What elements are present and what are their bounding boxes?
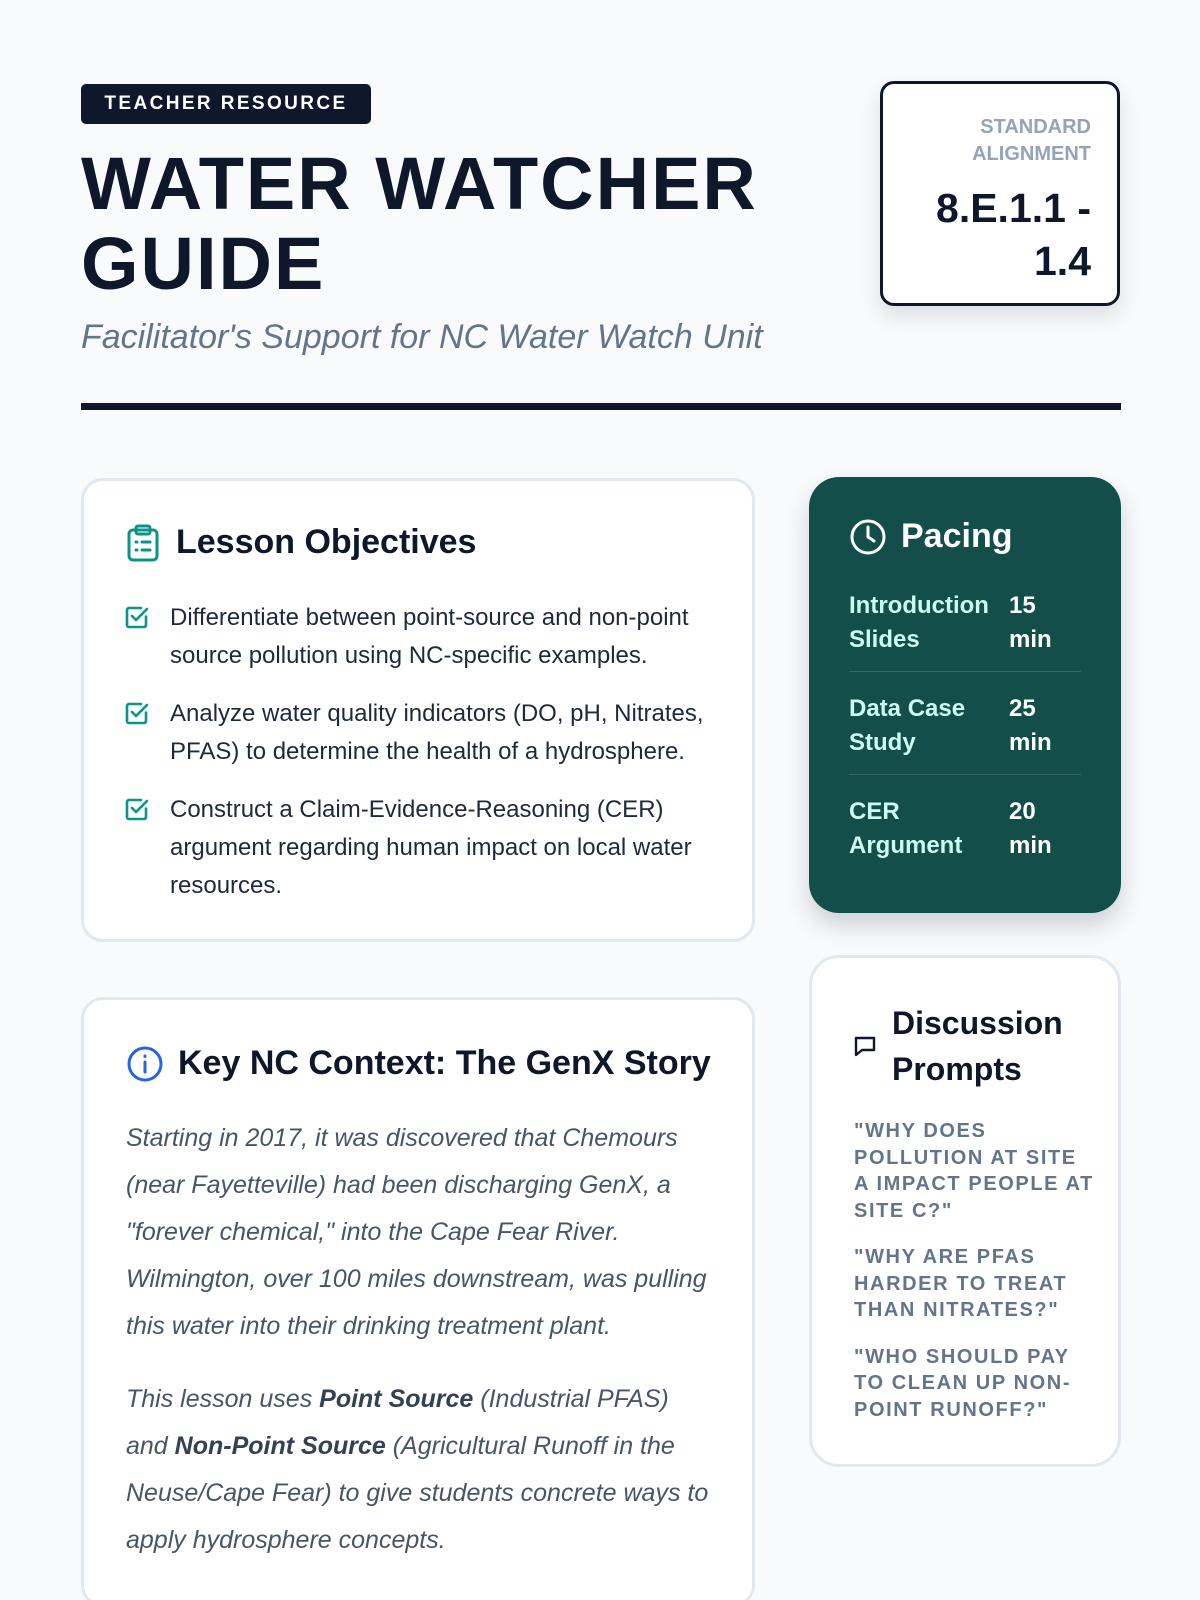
objective-item (124, 599, 724, 675)
pacing-header (849, 517, 1012, 556)
context-paragraph-2 (126, 1376, 716, 1564)
pacing-row (849, 589, 1081, 672)
lesson-objectives-card (81, 478, 755, 942)
lesson-objectives-header (126, 523, 476, 562)
pacing-title: Pacing (901, 517, 1013, 555)
nc-context-body (126, 1115, 716, 1590)
info-icon (126, 1045, 164, 1083)
context-text: (Agricultural Runoff in the Neuse/Cape Fear) to give students concrete ways to apply hydrosphere concepts. (126, 1432, 709, 1554)
teacher-resource-badge: TEACHER RESOURCE (81, 84, 371, 124)
objective-text: Construct a Claim-Evidence-Reasoning (CER) argument regarding human impact on local water resources. (170, 796, 692, 899)
standard-alignment-value: 8.E.1.1 - 1.4 (936, 185, 1091, 284)
nc-context-card (81, 997, 755, 1600)
objective-item (124, 695, 724, 771)
context-text: This lesson uses (126, 1385, 320, 1413)
chat-bubble-icon (852, 1033, 878, 1059)
lesson-objectives-title: Lesson Objectives (176, 523, 477, 561)
nc-context-header (126, 1044, 711, 1083)
pacing-time: 20 min (1009, 798, 1052, 859)
discussion-header (852, 1000, 1082, 1092)
discussion-prompt: "WHY ARE PFAS HARDER TO TREAT THAN NITRATES?" (854, 1246, 1068, 1321)
standard-alignment-label: STANDARD ALIGNMENT (972, 116, 1091, 165)
page-subtitle: Facilitator's Support for NC Water Watch Unit (81, 318, 763, 356)
checkbox-checked-icon (124, 791, 170, 827)
objectives-list (124, 599, 724, 925)
standard-alignment-card (880, 81, 1120, 306)
pacing-table (849, 589, 1081, 897)
checkbox-checked-icon (124, 599, 170, 635)
discussion-prompts-list (854, 1118, 1094, 1443)
page-title: WATER WATCHER GUIDE (81, 142, 758, 305)
guide-page (81, 0, 1121, 1600)
non-point-source-term: Non-Point Source (174, 1432, 386, 1460)
nc-context-title: Key NC Context: The GenX Story (178, 1044, 711, 1082)
pacing-time: 25 min (1009, 695, 1052, 756)
pacing-time: 15 min (1009, 592, 1052, 653)
point-source-term: Point Source (319, 1385, 474, 1413)
header-divider (81, 403, 1121, 410)
pacing-activity: CER Argument (849, 798, 963, 859)
objective-item (124, 791, 724, 905)
context-paragraph-1: Starting in 2017, it was discovered that Chemours (near Fayetteville) had been discharging GenX, a "forever chemical," into the Cape Fear River. Wilmington, over 100 miles downstream, was pulling this water into their drinking treatment plant. (126, 1124, 707, 1340)
discussion-prompt: "WHY DOES POLLUTION AT SITE A IMPACT PEOPLE AT SITE C?" (854, 1120, 1094, 1222)
pacing-row (849, 692, 1081, 775)
context-text: (Industrial PFAS) and (126, 1385, 669, 1460)
pacing-row (849, 795, 1081, 877)
checkbox-checked-icon (124, 695, 170, 731)
discussion-prompts-card (809, 955, 1121, 1467)
clipboard-icon (126, 524, 160, 562)
discussion-title: Discussion Prompts (892, 1005, 1063, 1087)
pacing-activity: Data Case Study (849, 695, 966, 756)
pacing-activity: Introduction Slides (849, 592, 989, 653)
objective-text: Differentiate between point-source and non-point source pollution using NC-specific examples. (170, 604, 689, 669)
objective-text: Analyze water quality indicators (DO, pH, Nitrates, PFAS) to determine the health of a hydrosphere. (170, 700, 704, 765)
pacing-card (809, 477, 1121, 913)
discussion-prompt: "WHO SHOULD PAY TO CLEAN UP NON-POINT RUNOFF?" (854, 1345, 1072, 1421)
clock-icon (849, 518, 887, 556)
